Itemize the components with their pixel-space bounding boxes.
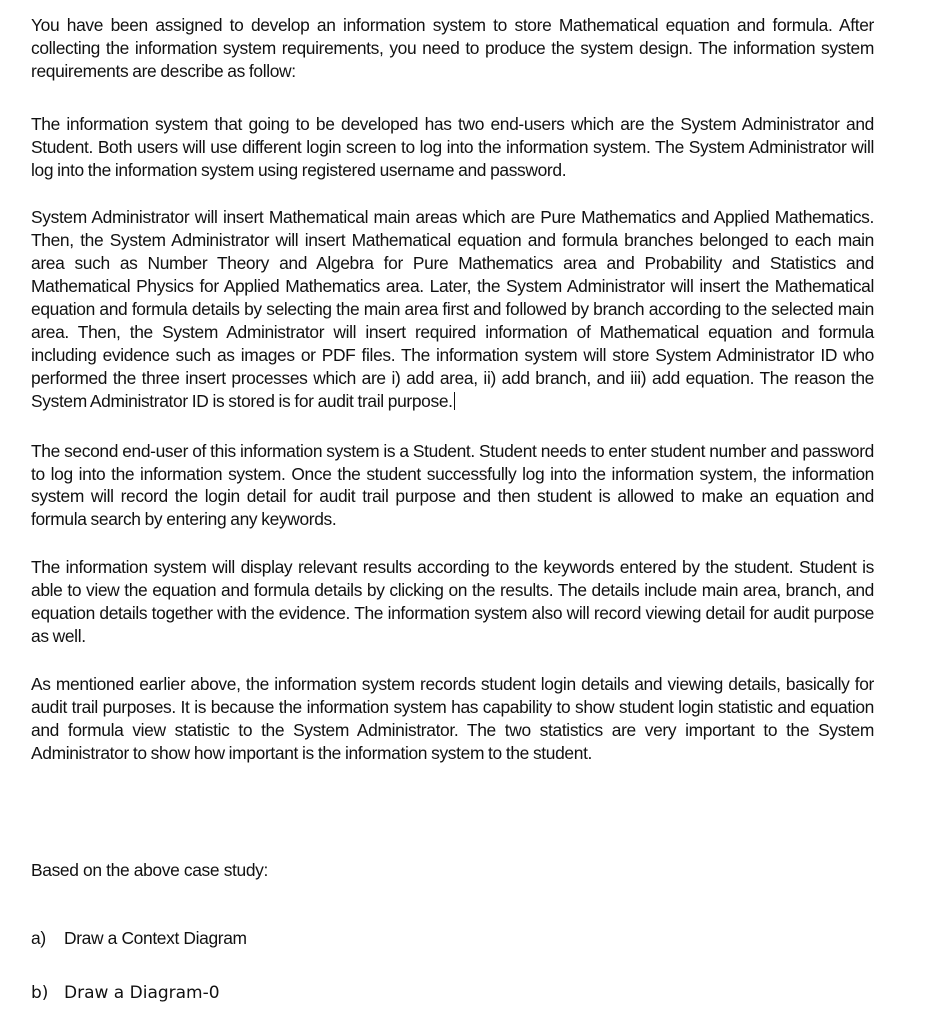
document-body [31, 14, 874, 788]
paragraph-admin-insert [31, 206, 874, 412]
paragraph-end-users: The information system that going to be developed has two end-users which are the System Administrator and Student. Both users will use different login screen to log into the information system. The System Administrator will log into the information system using registered username and password. [31, 113, 874, 180]
question-a [31, 928, 247, 949]
question-a-text: Draw a Context Diagram [64, 928, 247, 948]
question-a-marker: a) [31, 928, 46, 948]
paragraph-audit-statistics: As mentioned earlier above, the information system records student login details and viewing details, basically for audit trail purposes. It is because the information system has capability to show student login statistic and equation and formula view statistic to the System Administrator. The two statistics are very important to the System Administrator to show how important is the information system to the student. [31, 673, 874, 763]
lead-in-text: Based on the above case study: [31, 860, 269, 880]
text-cursor [454, 392, 456, 410]
question-b-text: Draw a Diagram-0 [64, 983, 220, 1003]
question-b [31, 983, 220, 1003]
paragraph-student-login: The second end-user of this information system is a Student. Student needs to enter student number and password to log into the information system. Once the student successfully log into the information system, the information system will record the login detail for audit trail purpose and then student is allowed to make an equation and formula search by entering any keywords. [31, 440, 874, 530]
question-b-marker: b) [31, 983, 49, 1003]
paragraph-search-results: The information system will display relevant results according to the keywords entered by the student. Student is able to view the equation and formula details by clicking on the results. The details include main area, branch, and equation details together with the evidence. The information system also will record viewing detail for audit purpose as well. [31, 557, 874, 646]
paragraph-intro: You have been assigned to develop an information system to store Mathematical equation and formula. After collecting the information system requirements, you need to produce the system design. The information system requirements are describe as follow: [31, 15, 874, 81]
paragraph-admin-insert-text: System Administrator will insert Mathematical main areas which are Pure Mathematics and Applied Mathematics. Then, the System Administrator will insert Mathematical equation and formula branches belonged to each main area such as Number Theory and Algebra for Pure Mathematics area and Probability and Statistics and Mathematical Physics for Applied Mathematics area. Later, the System Administrator will insert the Mathematical equation and formula details by selecting the main area first and followed by branch according to the selected main area. Then, the System Administrator will insert required information of Mathematical equation and formula including evidence such as images or PDF files. The information system will store System Administrator ID who performed the three insert processes which are i) add area, ii) add branch, and iii) add equation. The reason the System Administrator ID is stored is for audit trail purpose. [31, 207, 874, 411]
